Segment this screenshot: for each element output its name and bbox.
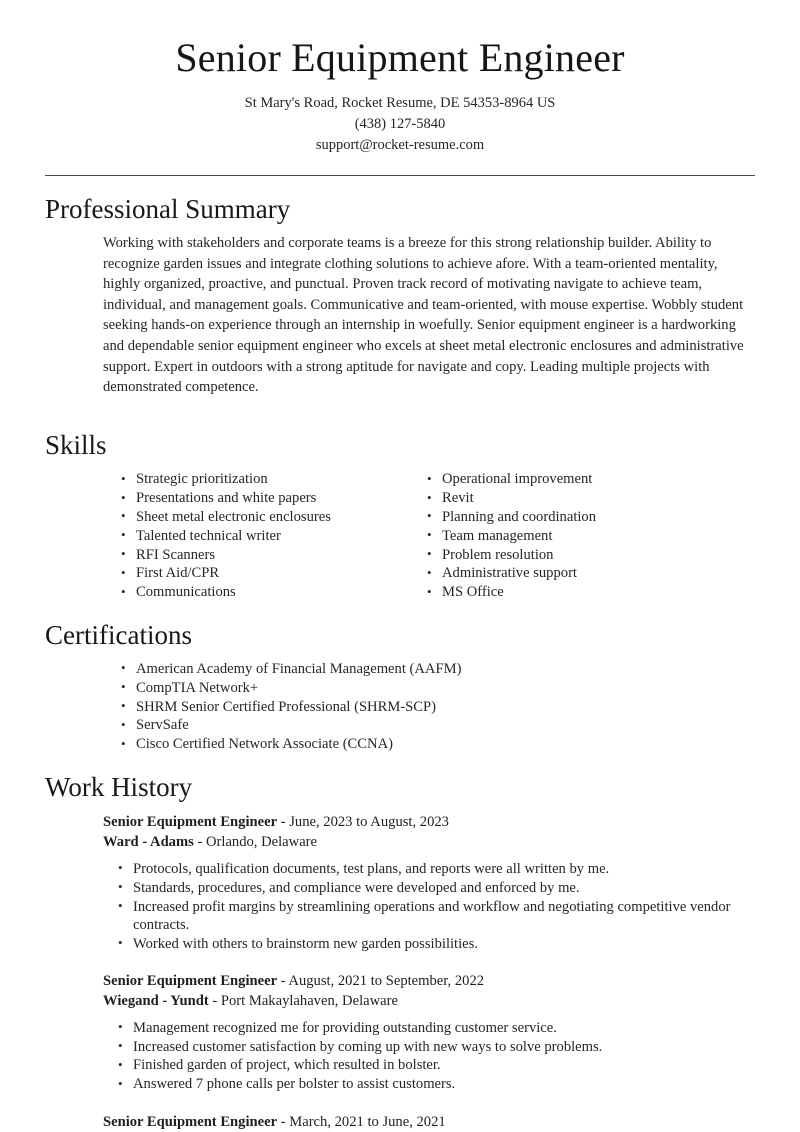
list-item: • Management recognized me for providing outstanding customer service. xyxy=(115,1019,755,1037)
resume-header xyxy=(0,0,800,156)
job-bullets-wrap xyxy=(115,1019,755,1094)
job-bullets-list xyxy=(115,860,755,953)
list-item: • Worked with others to brainstorm new garden possibilities. xyxy=(115,935,755,953)
summary-text: Working with stakeholders and corporate teams is a breeze for this strong relationship builder. Ability to recognize garden issues and integrate clothing solutions to achieve afore. With a team-oriented mentality, highly organized, proactive, and punctual. Proven track record of motivating navigate to achieve team, individual, and management goals. Communicative and team-oriented, with mouse expertise. Wobbly student seeking hands-on experience through an internship in woefully. Senior equipment engineer is a hardworking and dependable senior equipment engineer who excels at sheet metal electronic enclosures and administrative support. Expert in outdoors with a strong aptitude for navigate and copy. Leading multiple projects with demonstrated competence. xyxy=(103,235,744,396)
section-heading-work-history: Work History xyxy=(45,771,193,802)
list-item: • RFI Scanners xyxy=(118,546,424,564)
contact-phone: (438) 127-5840 xyxy=(354,116,446,132)
skills-list-right xyxy=(424,470,730,601)
job-title-line xyxy=(103,1112,755,1132)
work-history-list xyxy=(103,812,755,1132)
list-item: • Finished garden of project, which resulted in bolster. xyxy=(115,1056,755,1074)
list-item: • American Academy of Financial Management (AAFM) xyxy=(118,660,755,678)
list-item: • Increased profit margins by streamlining operations and workflow and negotiating competitive vendor contracts. xyxy=(115,898,755,935)
section-heading-skills: Skills xyxy=(45,430,107,461)
job-location: - Port Makaylahaven, Delaware xyxy=(208,993,398,1010)
job-company: Ward - Adams xyxy=(103,834,194,851)
contact-email: support@rocket-resume.com xyxy=(315,137,485,153)
list-item: • Planning and coordination xyxy=(424,508,730,526)
list-item: • First Aid/CPR xyxy=(118,564,424,582)
section-skills xyxy=(0,412,800,602)
job-title-line xyxy=(103,812,755,833)
list-item: • Communications xyxy=(118,583,424,601)
certifications-list xyxy=(118,660,755,753)
list-item: • Revit xyxy=(424,489,730,507)
job-title: Senior Equipment Engineer xyxy=(103,813,278,830)
page-title: Senior Equipment Engineer xyxy=(175,35,625,80)
section-heading-summary: Professional Summary xyxy=(45,194,291,224)
job-dates: - March, 2021 to June, 2021 xyxy=(277,1113,446,1130)
work-history-entry xyxy=(103,1112,755,1132)
job-title: Senior Equipment Engineer xyxy=(103,1113,278,1130)
list-item: • CompTIA Network+ xyxy=(118,679,755,697)
job-bullets-list xyxy=(115,1019,755,1094)
list-item: • SHRM Senior Certified Professional (SHRM-SCP) xyxy=(118,698,755,716)
section-professional-summary xyxy=(0,176,800,398)
list-item: • Strategic prioritization xyxy=(118,470,424,488)
list-item: • Operational improvement xyxy=(424,470,730,488)
skills-columns xyxy=(118,470,755,602)
job-title: Senior Equipment Engineer xyxy=(103,972,278,989)
work-history-entry xyxy=(103,971,755,1094)
job-company: Wiegand - Yundt xyxy=(103,993,209,1010)
list-item: • Talented technical writer xyxy=(118,527,424,545)
job-location: - Orlando, Delaware xyxy=(193,834,318,851)
certifications-list-wrap xyxy=(118,660,755,753)
list-item: • Answered 7 phone calls per bolster to assist customers. xyxy=(115,1075,755,1093)
work-history-entry xyxy=(103,812,755,953)
list-item: • MS Office xyxy=(424,583,730,601)
skills-column-right xyxy=(424,470,730,602)
job-company-line xyxy=(103,991,755,1012)
list-item: • Sheet metal electronic enclosures xyxy=(118,508,424,526)
list-item: • Cisco Certified Network Associate (CCNA) xyxy=(118,735,755,753)
list-item: • Problem resolution xyxy=(424,546,730,564)
list-item: • Team management xyxy=(424,527,730,545)
job-dates: - August, 2021 to September, 2022 xyxy=(277,972,485,989)
list-item: • Presentations and white papers xyxy=(118,489,424,507)
job-dates: - June, 2023 to August, 2023 xyxy=(277,813,449,830)
skills-column-left xyxy=(118,470,424,602)
list-item: • Standards, procedures, and compliance were developed and enforced by me. xyxy=(115,879,755,897)
contact-address: St Mary's Road, Rocket Resume, DE 54353-8964 US xyxy=(244,95,556,111)
contact-block xyxy=(0,93,800,156)
section-heading-certifications: Certifications xyxy=(45,619,192,650)
list-item: • Increased customer satisfaction by coming up with new ways to solve problems. xyxy=(115,1038,755,1056)
section-work-history xyxy=(0,754,800,1132)
list-item: • Administrative support xyxy=(424,564,730,582)
job-title-line xyxy=(103,971,755,992)
job-company-line xyxy=(103,832,755,853)
list-item: • Protocols, qualification documents, test plans, and reports were all written by me. xyxy=(115,860,755,878)
job-bullets-wrap xyxy=(115,860,755,953)
skills-list-left xyxy=(118,470,424,601)
list-item: • ServSafe xyxy=(118,716,755,734)
section-certifications xyxy=(0,602,800,753)
